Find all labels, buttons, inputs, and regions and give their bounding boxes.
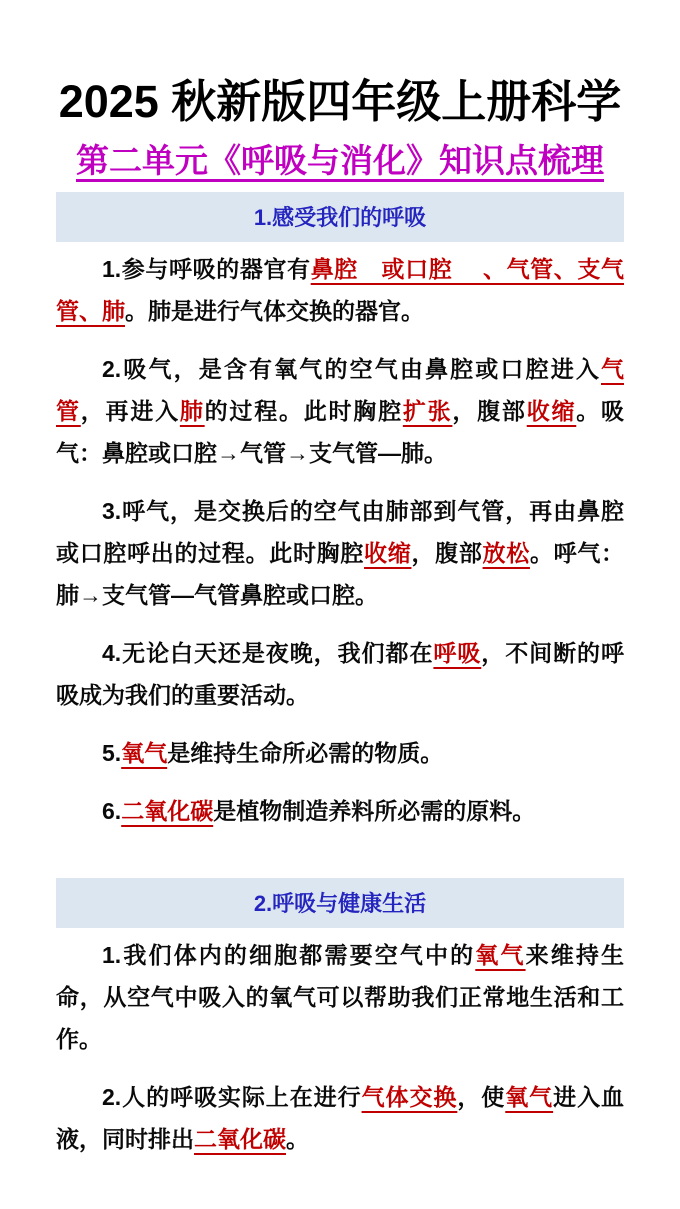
body-text: 来维持生命，从空气中吸入的氧气可以帮助我们正常地生活和工作。 [56,942,624,1053]
highlighted-term: 放松 [482,540,530,567]
highlighted-term: 收缩 [364,540,412,567]
body-text: ，不间断的呼吸成为我们的重要活动。 [56,640,624,709]
section-header-band [56,192,624,242]
page-subtitle: 第二单元《呼吸与消化》知识点梳理 [76,141,604,179]
highlighted-term: 气体交换 [361,1084,458,1111]
highlighted-term: 氧气 [475,942,526,969]
section-body [56,928,624,1160]
body-text: 是植物制造养料所必需的原料。 [213,798,536,825]
body-text: 4.无论白天还是夜晚，我们都在 [102,640,434,667]
body-text: 。 [286,1126,309,1153]
body-text: ，使 [457,1084,506,1111]
highlighted-term: 扩张 [402,398,453,425]
body-text: ，腹部 [452,398,527,425]
highlighted-term: 氧气 [505,1084,554,1111]
paragraph [56,632,624,716]
paragraph [56,732,624,774]
body-text: 。肺是进行气体交换的器官。 [125,298,424,325]
body-text: 的过程。此时胸腔 [204,398,403,425]
highlighted-term: 鼻腔 或口腔 、气管、支气管、肺 [56,256,625,325]
section-header-label: 1.感受我们的呼吸 [253,205,427,231]
highlighted-term: 二氧化碳 [194,1126,286,1153]
highlighted-term: 收缩 [526,398,577,425]
body-text: 2.吸气，是含有氧气的空气由鼻腔或口腔进入 [102,356,601,383]
body-text: 。呼气：肺→支气管—气管鼻腔或口腔。 [56,540,625,609]
body-text: 进入血液，同时排出 [56,1084,625,1153]
highlighted-term: 呼吸 [433,640,482,667]
body-text: 。吸气：鼻腔或口腔→气管→支气管—肺。 [56,398,625,467]
section-body [56,242,624,832]
section [56,192,624,832]
paragraph [56,1076,624,1160]
section-header-band [56,878,624,928]
paragraph [56,790,624,832]
section-header-label: 2.呼吸与健康生活 [253,891,427,917]
paragraph [56,934,624,1060]
body-text: ，再进入 [80,398,180,425]
page-title: 2025 秋新版四年级上册科学 [58,76,622,127]
paragraph [56,248,624,332]
section [56,878,624,1160]
body-text: 5. [102,740,122,767]
body-text: 1.参与呼吸的器官有 [102,256,311,283]
body-text: ，腹部 [411,540,483,567]
body-text: 6. [102,798,122,825]
sections-container [56,192,624,1160]
paragraph [56,348,624,474]
highlighted-term: 二氧化碳 [121,798,214,825]
body-text: 1.我们体内的细胞都需要空气中的 [102,942,476,969]
highlighted-term: 氧气 [121,740,168,767]
paragraph [56,490,624,616]
highlighted-term: 肺 [179,398,205,425]
highlighted-term: 气管 [56,356,624,425]
body-text: 是维持生命所必需的物质。 [167,740,444,767]
body-text: 2.人的呼吸实际上在进行 [102,1084,362,1111]
body-text: 3.呼气，是交换后的空气由肺部到气管，再由鼻腔或口腔呼出的过程。此时胸腔 [56,498,624,567]
